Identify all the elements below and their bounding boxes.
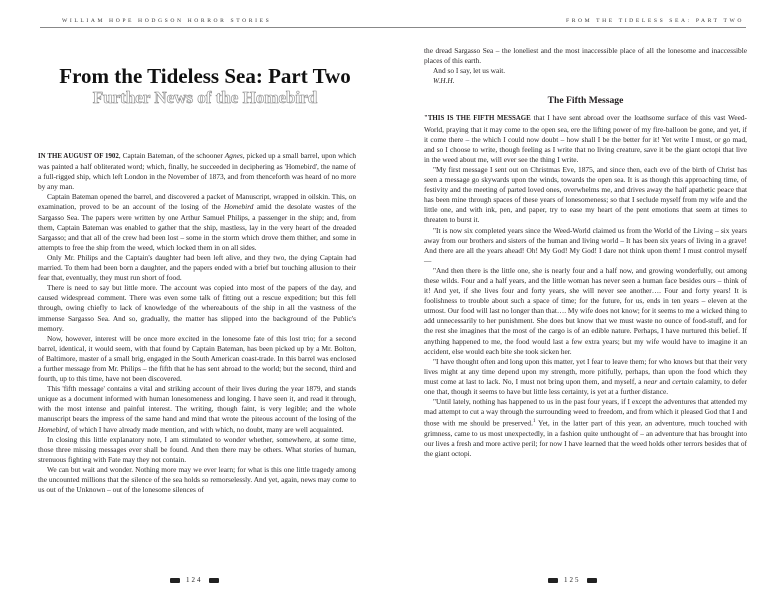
text-run: Captain Bateman opened the barrel, and discovered a packet of Manuscript, wrapped in oilskin. This, on examination, proved to be an account of the losing of the bbox=[38, 192, 356, 212]
emphasis: certain bbox=[672, 376, 694, 386]
chapter-title: From the Tideless Sea: Part Two bbox=[59, 64, 351, 88]
paragraph: the dread Sargasso Sea – the loneliest and the most inaccessible place of all the lonesome and inaccessible places of this earth. bbox=[424, 46, 747, 66]
paragraph bbox=[38, 384, 356, 434]
text-run: amid the desolate wastes of the Sargasso Sea. The papers were written by one Arthur Samuel Philips, a passenger in the ship; and, from them, Captain Bateman was enabled to gather that the ship, mastless, lay in the very heart of the dreaded Sargasso; and that all of the crew had been lost – some in the storm which drove them thither, and some in attempts to free the ship from the weed, which locked them in on all sides. bbox=[38, 202, 356, 252]
paragraph: In closing this little explanatory note, I am stimulated to wonder whether, somewhere, at some time, those three missing messages ever shall be found. And then there may be others. What stories of human, strenuous fighting with Fate may they not contain. bbox=[38, 434, 356, 464]
paragraph bbox=[424, 397, 747, 459]
text-run: calamity, to defer one that, though it seems to have but little less certainty, is yet at a further distance. bbox=[424, 376, 748, 396]
ornament-icon bbox=[548, 578, 558, 583]
ship-name: Homebird bbox=[38, 424, 68, 434]
header-rule-right bbox=[392, 27, 746, 28]
paragraph: Only Mr. Philips and the Captain's daughter had been left alive, and they two, the dying Captain had married. To them had been born a daughter, and the papers ended with a brief but touching allusion to their fear that, eventually, they must run short of food. bbox=[38, 252, 356, 283]
footnote-marker: 1 bbox=[532, 419, 536, 425]
header-rule-left bbox=[40, 27, 392, 28]
page-number-right bbox=[548, 576, 597, 584]
right-body-text bbox=[424, 46, 747, 459]
ship-name: Homebird bbox=[223, 202, 254, 212]
lead-in: "THIS IS THE FIFTH MESSAGE bbox=[424, 115, 531, 123]
text-run: Yet, in the latter part of this year, an adventure, much touched with grimness, came to us most unexpectedly, in a fashion quite unthought of – an adventure that has brought into our lives a fresh and more active peril; for now I have learned that the weed holds other terrors besides that of the giant octopi. bbox=[424, 418, 748, 458]
paragraph: And so I say, let us wait. bbox=[433, 66, 506, 76]
chapter-subtitle: Further News of the Homebird bbox=[92, 88, 318, 107]
ornament-icon bbox=[587, 578, 597, 583]
paragraph: Now, however, interest will be once more excited in the lonesome fate of this lost trio; for a second barrel, identical, it would seem, with that found by Captain Bateman, has been picked up by a Mr. Bolton, of Baltimore, master of a small brig, engaged in the South American coast-trade. In this barrel was enclosed a further message from Mr. Philips – the fifth that he has sent abroad to the world; but the second, third and fourth, up to this time, have not been discovered. bbox=[38, 333, 356, 384]
ornament-icon bbox=[209, 578, 219, 583]
text-run: that I have sent abroad over the loathsome surface of this vast Weed-World, praying that it may come to the open sea, ere the lifting power of my fire-balloon be gone, and yet, if it come there – the which I could now doubt – how shall I be the better for it! Yet write I must, or go mad, and so I choose to write, though feeling as I write that no living creature, save it be the giant octopi that live in the weed about me, will ever see the thing I write. bbox=[424, 113, 747, 164]
paragraph bbox=[38, 192, 356, 253]
page-number-left bbox=[170, 576, 219, 584]
paragraph bbox=[424, 357, 747, 397]
section-title: The Fifth Message bbox=[547, 95, 624, 107]
right-page bbox=[392, 0, 784, 600]
text-run: , of which I have already made mention, and with which, no doubt, many are well acquainted. bbox=[67, 424, 344, 434]
ornament-icon bbox=[170, 578, 180, 583]
text-run: and bbox=[657, 376, 673, 386]
emphasis: near bbox=[643, 376, 658, 386]
paragraph bbox=[424, 113, 747, 164]
paragraph: We can but wait and wonder. Nothing more may we ever learn; for what is this one little tragedy among the uncounted millions that the silence of the sea holds so remorselessly. And yet, again, news may come to us out of the Unknown – out of the lonesome silences of bbox=[38, 464, 356, 495]
text-run: , picked up a small barrel, upon which was painted a half obliterated word; which, finally, he succeeded in deciphering as 'Homebird', the name of a full-rigged ship, which left London in the November of 1873, and from thenceforth was heard of no more by any man. bbox=[38, 151, 357, 192]
page-number: 124 bbox=[186, 576, 203, 584]
left-body-text bbox=[38, 151, 356, 495]
text-run: "I have thought often and long upon this matter, yet I fear to leave them; for who knows but that their very lives might at any time depend upon my strength, more pitifully, perhaps, than upon the food which they must come at last to lack. No, I must not bring upon them, and myself, a bbox=[424, 356, 747, 386]
page-number: 125 bbox=[564, 576, 581, 584]
paragraph: "And then there is the little one, she is nearly four and a half now, and growing wonderfully, out among these wilds. Four and a half years, and the little woman has never seen a human face besides ours – think of it! And yet, if she lives four and forty years, she will never see another…. Four and forty years! It is foolishness to trouble about such a space of time; for the future, for us, ends in ten years – eleven at the utmost. Our food will last no longer than that…. My wife does not know; for it seems to me a wicked thing to add unnecessarily to her punishment. She does but know that we must waste no ounce of food-stuff, and for the rest she imagines that the most of the cargo is of an edible nature. Perhaps, I have nurtured this belief. If anything happened to me, the food would last a few extra years; but my wife would have to imagine it an accident, else would each bite she took sicken her. bbox=[424, 265, 747, 356]
paragraph: There is need to say but little more. The account was copied into most of the papers of the day, and caused widespread comment. There was even some talk of fitting out a rescue expedition; but this fell through, owing chiefly to lack of knowledge of the whereabouts of the ship in all the vastness of the immense Sargasso Sea. And so, gradually, the matter has slipped into the background of the Public's memory. bbox=[38, 283, 356, 333]
paragraph: "It is now six completed years since the Weed-World claimed us from the World of the Living – six years away from our brothers and sisters of the human and living world – It has been six years of living in a grave! And there are all the years ahead! Oh! My God! My God! I dare not think upon them! I must control myself— bbox=[424, 225, 747, 265]
text-run: "Until lately, nothing has happened to us in the past four years, if I except the adventures that attended my mad attempt to cut a way through the surrounding weed to freedom, and from which it pleased God that I and those with me should be preserved. bbox=[424, 397, 747, 428]
paragraph: "My first message I sent out on Christmas Eve, 1875, and since then, each eve of the birth of Christ has seen a message go skywards upon the winds, towards the open sea. It is as though this approaching time, of festivity and the meeting of parted loved ones, overwhelms me, and drives away the half apathetic peace that has been mine through spaces of these years of lonesomeness; so that I seclude myself from my wife and the little one, and with ink, pen, and paper, try to ease my heart of the pent emotions that seem at times to threaten to burst it. bbox=[424, 164, 747, 225]
running-head-right: FROM THE TIDELESS SEA: PART TWO bbox=[565, 18, 744, 24]
signature: W.H.H. bbox=[433, 76, 455, 86]
ship-name: Agnes bbox=[224, 151, 243, 160]
running-head-left: WILLIAM HOPE HODGSON HORROR STORIES bbox=[62, 18, 272, 24]
text-run: This 'fifth message' contains a vital and striking account of their lives during the year 1879, and stands unique as a document informed with human lonesomeness and longing. I have seen it, and read it through, with the most intense and painful interest. The writing, though faint, is very legible; and the whole manuscript bears the impress of the same hand and mind that wrote the piteous account of the losing of the bbox=[38, 384, 356, 424]
paragraph bbox=[38, 151, 356, 192]
lead-in: IN THE AUGUST OF 1902 bbox=[38, 153, 119, 160]
text-run: , Captain Bateman, of the schooner bbox=[118, 151, 225, 160]
